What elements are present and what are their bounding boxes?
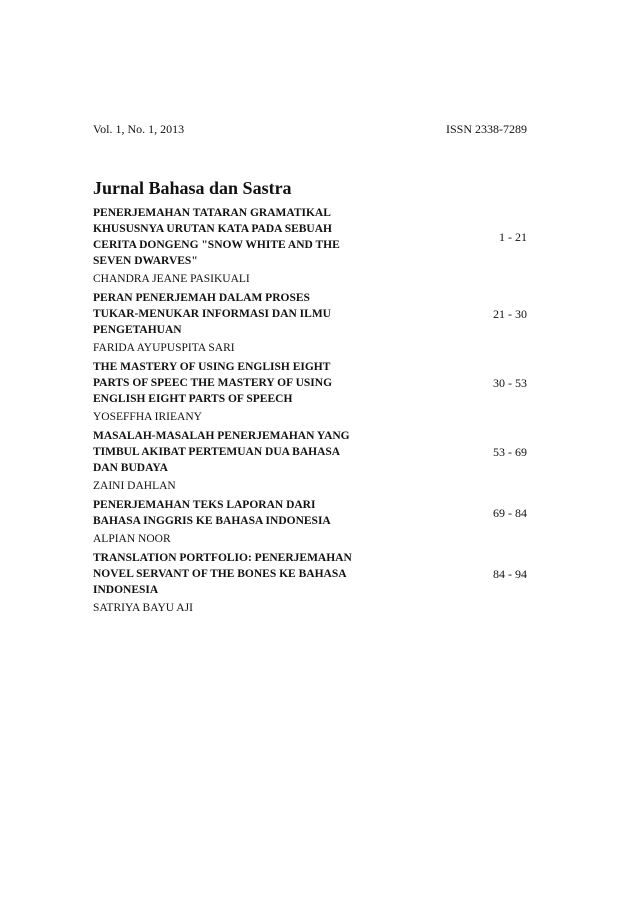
article-author: YOSEFFHA IRIEANY	[93, 411, 202, 423]
article-author: FARIDA AYUPUSPITA SARI	[93, 342, 235, 354]
page-range: 53 - 69	[493, 444, 527, 459]
issn: ISSN 2338-7289	[445, 122, 527, 136]
article-title: THE MASTERY OF USING ENGLISH EIGHT PARTS OF SPEEC THE MASTERY OF USING ENGLISH EIGHT PARTS OF SPEECH	[93, 361, 333, 405]
toc-entry	[93, 205, 527, 287]
table-of-contents	[93, 205, 527, 616]
article-author: SATRIYA BAYU AJI	[93, 602, 193, 614]
page-header	[93, 122, 527, 137]
article-author: ZAINI DAHLAN	[93, 480, 176, 492]
volume-info: Vol. 1, No. 1, 2013	[93, 122, 185, 136]
toc-entry	[93, 290, 527, 356]
journal-title: Jurnal Bahasa dan Sastra	[93, 178, 292, 198]
toc-entry	[93, 359, 527, 425]
toc-entry	[93, 428, 527, 494]
toc-entry	[93, 550, 527, 616]
page-range: 30 - 53	[493, 375, 527, 390]
toc-entry	[93, 497, 527, 547]
article-author: CHANDRA JEANE PASIKUALI	[93, 273, 250, 285]
page-range: 21 - 30	[493, 306, 527, 321]
article-title: MASALAH-MASALAH PENERJEMAHAN YANG TIMBUL AKIBAT PERTEMUAN DUA BAHASA DAN BUDAYA	[93, 430, 350, 474]
article-author: ALPIAN NOOR	[93, 533, 171, 545]
page-range: 1 - 21	[499, 229, 527, 244]
page-range: 69 - 84	[493, 505, 527, 520]
article-title: PENERJEMAHAN TATARAN GRAMATIKAL KHUSUSNYA URUTAN KATA PADA SEBUAH CERITA DONGENG "SNOW WHITE AND THE SEVEN DWARVES"	[93, 207, 340, 267]
article-title: PERAN PENERJEMAH DALAM PROSES TUKAR-MENUKAR INFORMASI DAN ILMU PENGETAHUAN	[93, 292, 331, 336]
page-range: 84 - 94	[493, 566, 527, 581]
article-title: PENERJEMAHAN TEKS LAPORAN DARI BAHASA INGGRIS KE BAHASA INDONESIA	[93, 499, 331, 527]
article-title: TRANSLATION PORTFOLIO: PENERJEMAHAN NOVEL SERVANT OF THE BONES KE BAHASA INDONESIA	[93, 552, 352, 596]
